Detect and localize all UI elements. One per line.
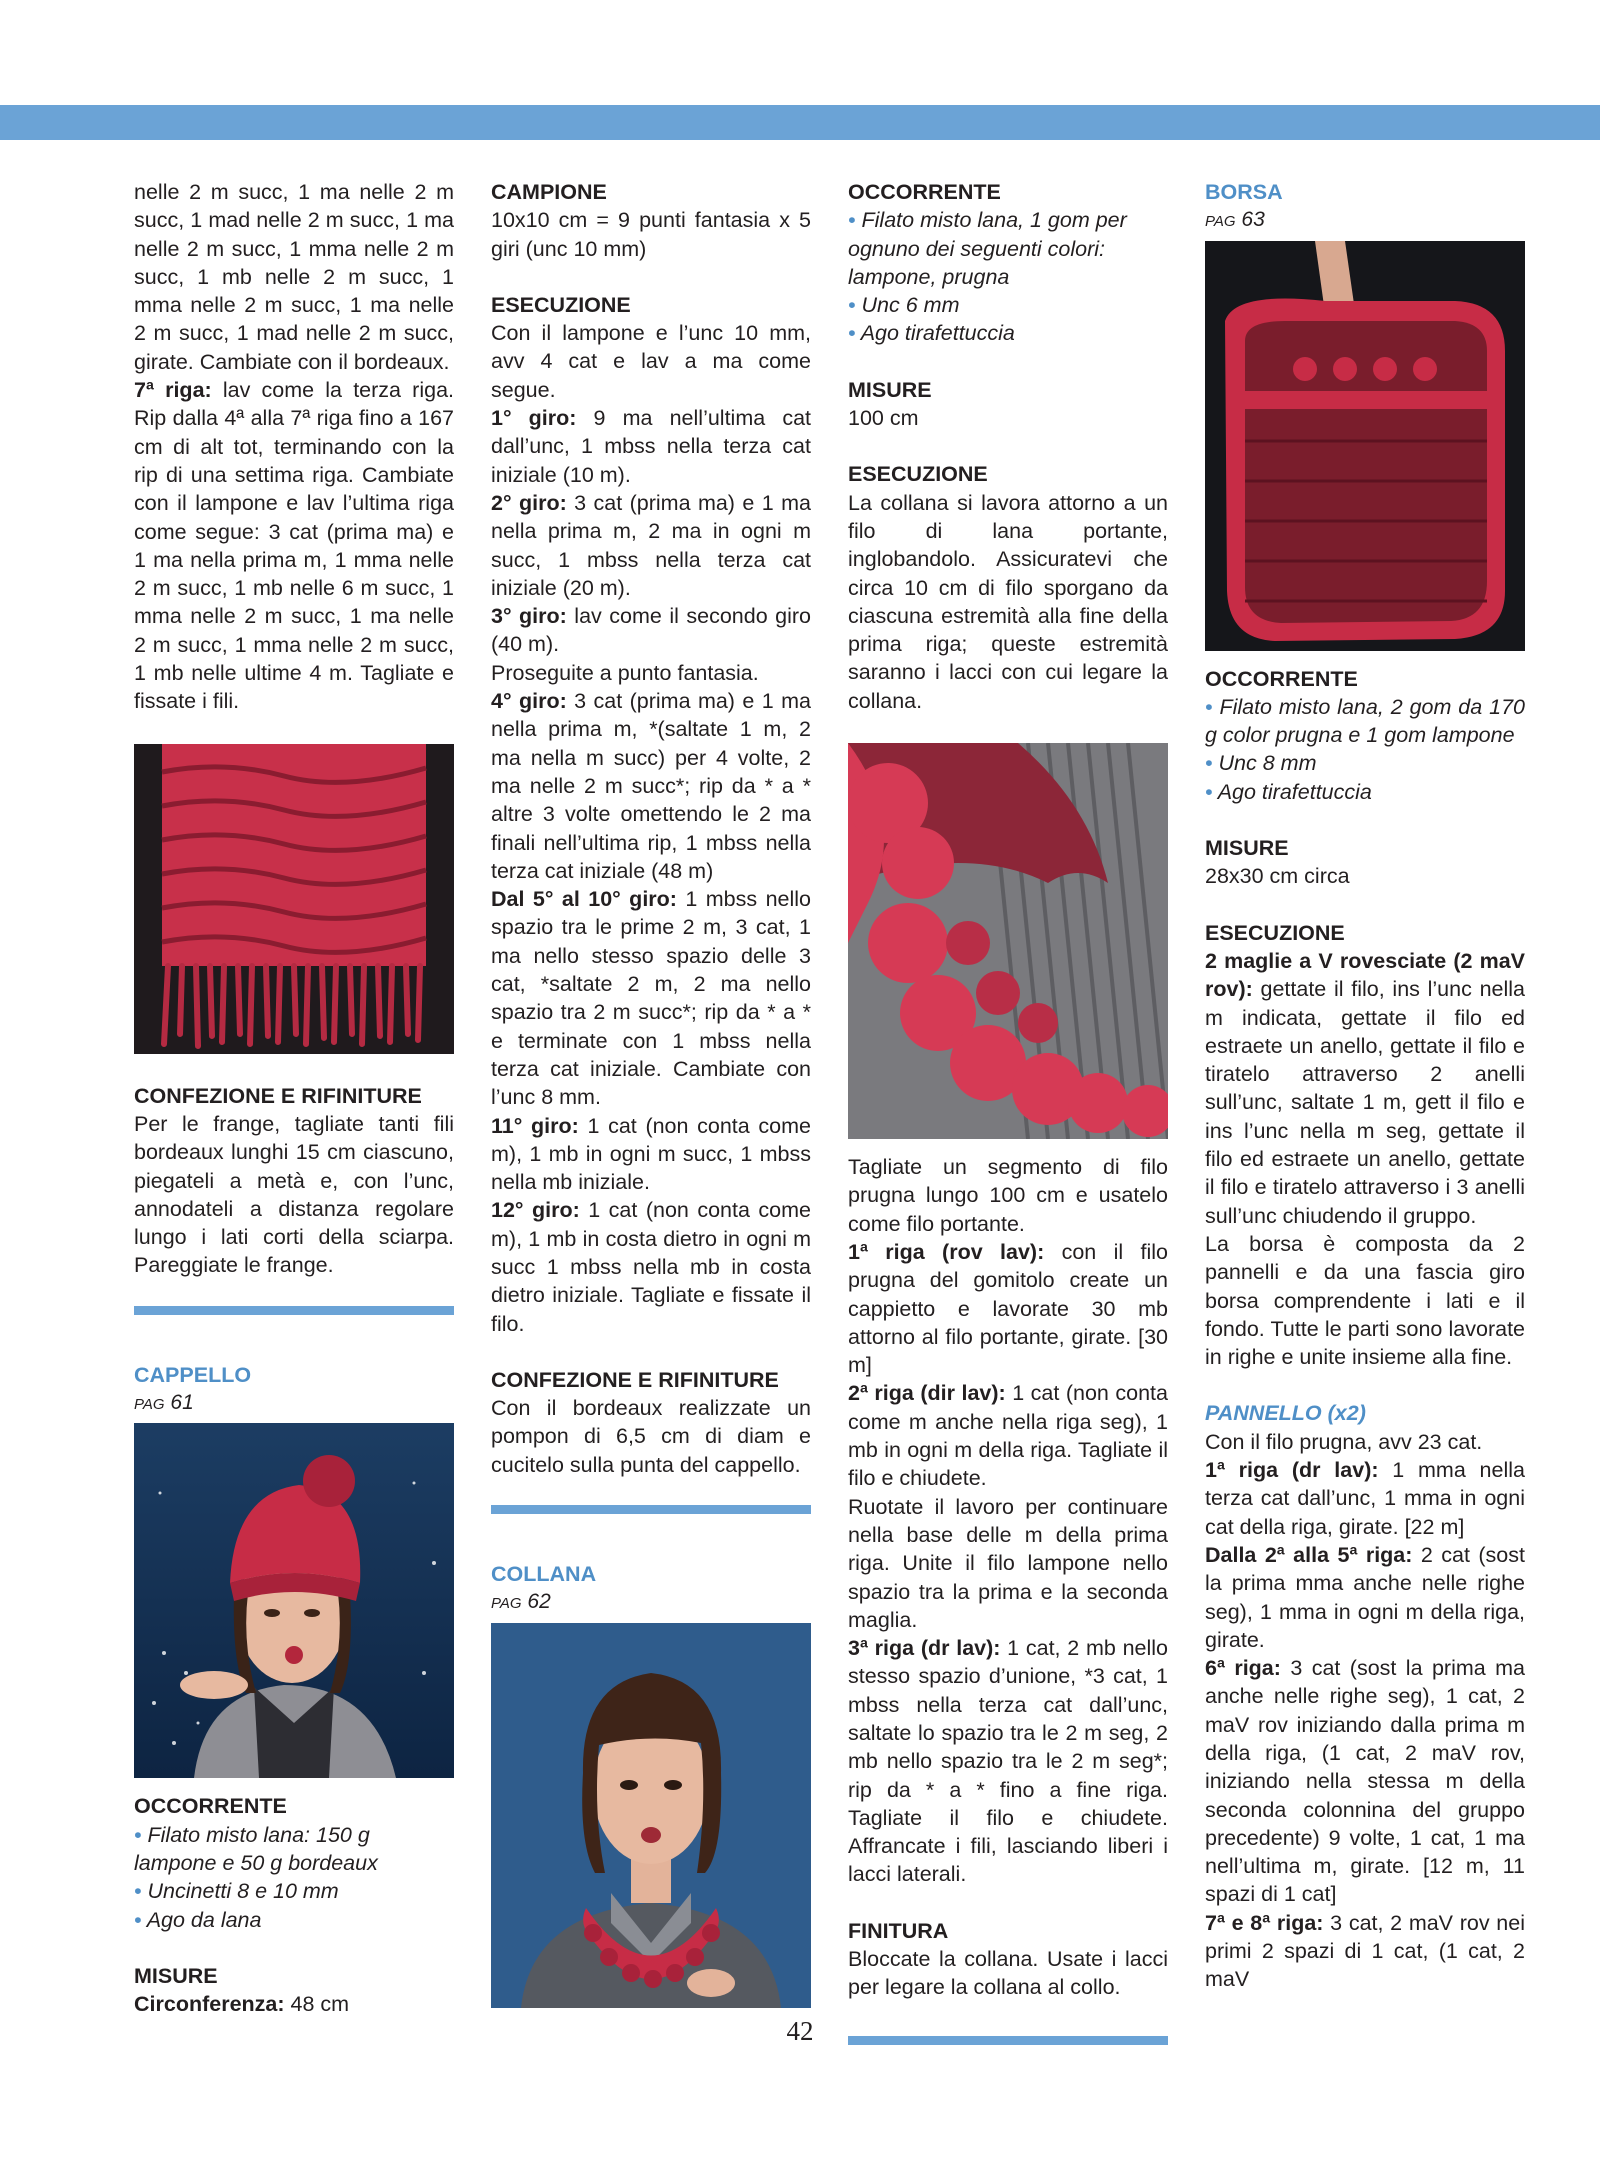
page-reference: PAG 62 (491, 1590, 551, 1614)
section-heading: ESECUZIONE (848, 462, 988, 487)
paragraph: Ruotate il lavoro per continuare nella base delle m della prima riga. Unite il filo lampone nello spazio tra la prima e la seconda maglia. (848, 1494, 1168, 1632)
paragraph: 7ª e 8ª riga: 3 cat, 2 maV rov nei primi 2 spazi di 1 cat, (1 cat, 2 maV (1205, 1910, 1525, 1992)
paragraph: Dalla 2ª alla 5ª riga: 2 cat (sost la prima mma anche nelle righe seg), 1 mma in ogni m della riga, girate. (1205, 1542, 1525, 1652)
list-item: • Unc 6 mm (848, 293, 960, 318)
paragraph: Con il filo prugna, avv 23 cat. (1205, 1429, 1483, 1454)
section-title-borsa: BORSA (1205, 180, 1283, 204)
list-item: • Filato misto lana, 2 gom da 170 g color prugna e 1 gom lampone (1205, 694, 1525, 748)
paragraph: 12° giro: 1 cat (non conta come m), 1 mb in costa dietro in ogni m succ 1 mbss nella mb in costa dietro iniziale. Tagliate e fissate il filo. (491, 1198, 811, 1336)
paragraph: 2ª riga (dir lav): 1 cat (non conta come m anche nella riga seg), 1 mb in ogni m della riga. Tagliate il filo e chiudete. (848, 1381, 1168, 1491)
page-number: 42 (786, 2016, 814, 2046)
paragraph: Con il bordeaux realizzate un pompon di 6,5 cm di diam e cucitelo sulla punta del cappello. (491, 1396, 811, 1477)
column-2 (491, 178, 811, 2008)
list-item: • Ago tirafettuccia (1205, 779, 1372, 804)
paragraph: Proseguite a punto fantasia. (491, 660, 759, 685)
row-text: lav come la terza riga. Rip dalla 4ª alla 7ª riga fino a 167 cm di alt tot, terminando con la rip di una settima riga. Cambiate con il lampone e lav l’ultima riga come segue: 3 cat (prima ma) e 1 ma nella prima m, 1 mma nelle 2 m succ, 1 mb nelle 6 m succ, 1 mma nelle 2 m succ, 1 ma nelle 2 m succ, 1 mma nelle 2 m succ, 1 mb nelle ultime 4 m. Tagliate e fissate i fili. (134, 378, 454, 714)
section-heading: ESECUZIONE (1205, 920, 1345, 945)
hat-photo (134, 1423, 454, 1778)
section-divider (134, 1306, 454, 1315)
paragraph: 3ª riga (dr lav): 1 cat, 2 mb nello stesso spazio d’unione, *3 cat, 1 mbss nella terza cat dall’unc, saltate lo spazio tra le 2 m seg, 2 mb nello spazio tra le 2 m seg*; rip da * a * fino a fine riga. Tagliate il filo e chiudete. Affrancate i fili, lasciando liberi i lacci laterali. (848, 1636, 1168, 1887)
subsection-title: PANNELLO (x2) (1205, 1401, 1366, 1426)
list-item: • Uncinetti 8 e 10 mm (134, 1879, 339, 1904)
paragraph: La borsa è composta da 2 pannelli e da una fascia giro borsa comprendente i lati e il fondo. Tutte le parti sono lavorate in righe e unite insieme alla fine. (1205, 1231, 1525, 1370)
paragraph: Per le frange, tagliate tanti fili bordeaux lunghi 15 cm ciascuno, piegateli a metà e, con l’unc, annodateli a distanza regolare lungo i lati corti della sciarpa. Pareggiate le frange. (134, 1111, 454, 1278)
paragraph: 4° giro: 3 cat (prima ma) e 1 ma nella prima m, *(saltate 1 m, 2 ma nella m succ) per 4 volte, 2 ma nelle 2 m succ*; rip da * a * altre 3 volte omettendo le 2 ma finali nell’ultima rip, 1 mbss nella terza cat iniziale (48 m) (491, 689, 811, 883)
paragraph: 1ª riga (rov lav): con il filo prugna del gomitolo create un cappietto e lavorate 30 mb attorno al filo portante, girate. [30 m] (848, 1239, 1168, 1378)
list-item: • Ago da lana (134, 1907, 262, 1932)
row-label: 7ª riga: (134, 378, 212, 403)
page-reference: PAG 63 (1205, 208, 1265, 232)
scarf-photo (134, 744, 454, 1054)
list-item: • Filato misto lana: 150 g lampone e 50 g bordeaux (134, 1822, 378, 1875)
paragraph: 3° giro: lav come il secondo giro (40 m). (491, 604, 811, 657)
necklace-photo (491, 1623, 811, 2008)
bag-photo (1205, 241, 1525, 651)
top-color-band (0, 105, 1600, 140)
paragraph: 1ª riga (dr lav): 1 mma nella terza cat dall’unc, 1 mma in ogni cat della riga, girate. [22 m] (1205, 1458, 1525, 1539)
paragraph: 10x10 cm = 9 punti fantasia x 5 giri (unc 10 mm) (491, 208, 811, 261)
paragraph: 28x30 cm circa (1205, 864, 1350, 889)
paragraph: 1° giro: 9 ma nell’ultima cat dall’unc, 1 mbss nella terza cat iniziale (10 m). (491, 406, 811, 487)
section-heading: MISURE (848, 377, 932, 402)
section-heading: OCCORRENTE (848, 180, 1001, 204)
page-reference: PAG 61 (134, 1391, 194, 1415)
section-heading: OCCORRENTE (1205, 666, 1358, 691)
section-divider (491, 1505, 811, 1514)
paragraph: 2 maglie a V rovesciate (2 maV rov): gettate il filo, ins l’unc nella m indicata, gettate il filo ed estraete un anello, gettate il filo e tiratelo attraverso 2 anelli sull’unc, saltate 1 m, gett il filo e ins l’unc nella m seg, gettate il filo ed estraete un anello, gettate il filo e tiratelo attraverso i 3 anelli sull’unc chiudendo il gruppo. (1205, 948, 1525, 1228)
section-title-cappello: CAPPELLO (134, 1362, 252, 1387)
paragraph: Con il lampone e l’unc 10 mm, avv 4 cat e lav a ma come segue. (491, 321, 811, 402)
paragraph: nelle 2 m succ, 1 ma nelle 2 m succ, 1 mad nelle 2 m succ, 1 ma nelle 2 m succ, 1 mma nelle 2 m succ, 1 mb nelle 2 m succ, 1 mma nelle 2 m succ, 1 ma nelle 2 m succ, 1 mad nelle 2 m succ, girate. Cambiate con il bordeaux. (134, 180, 454, 374)
section-heading: MISURE (1205, 836, 1289, 861)
section-heading: CONFEZIONE E RIFINITURE (134, 1083, 422, 1108)
column-4 (1205, 178, 1525, 1994)
paragraph: 11° giro: 1 cat (non conta come m), 1 mb in ogni m succ, 1 mbss nella mb iniziale. (491, 1113, 811, 1195)
paragraph: Dal 5° al 10° giro: 1 mbss nello spazio tra le prime 2 m, 3 cat, 1 ma nello stesso spazio delle 3 cat, *saltate 2 m, 2 ma nello spazio tra 2 m succ*; rip da * a * e terminate con 1 mbss nella terza cat iniziale. Cambiate con l’unc 8 mm. (491, 887, 811, 1110)
paragraph: 2° giro: 3 cat (prima ma) e 1 ma nella prima m, 2 ma in ogni m succ, 1 mbss nella terza cat iniziale (20 m). (491, 490, 811, 600)
section-heading: ESECUZIONE (491, 292, 631, 317)
section-heading: CAMPIONE (491, 180, 607, 204)
column-1 (134, 178, 454, 2018)
list-item: • Ago tirafettuccia (848, 321, 1015, 346)
section-heading: CONFEZIONE E RIFINITURE (491, 1367, 779, 1392)
paragraph: Tagliate un segmento di filo prugna lungo 100 cm e usatelo come filo portante. (848, 1155, 1168, 1236)
column-3 (848, 178, 1168, 2091)
section-heading: FINITURA (848, 1918, 949, 1943)
section-title-collana: COLLANA (491, 1562, 597, 1587)
paragraph: La collana si lavora attorno a un filo di lana portante, inglobandolo. Assicuratevi che circa 10 cm di filo sporgano da ciascuna estremità alla fine della prima riga; queste estremità saranno i lacci con cui legare la collana. (848, 490, 1168, 713)
section-heading: MISURE (134, 1963, 218, 1988)
paragraph-row-7 (134, 376, 454, 716)
section-heading: OCCORRENTE (134, 1794, 287, 1819)
list-item: • Filato misto lana, 1 gom per ognuno dei seguenti colori: lampone, prugna (848, 208, 1127, 289)
necklace-detail-photo (848, 743, 1168, 1139)
paragraph: 6ª riga: 3 cat (sost la prima ma anche nelle righe seg), 1 cat, 2 maV rov iniziando dalla prima m della riga, (1 cat, 2 maV rov, iniziando nella stessa m della seconda colonnina del gruppo precedente) 9 volte, 1 cat, 1 ma nell’ultima m, girate. [12 m, 11 spazi di 1 cat] (1205, 1656, 1525, 1907)
paragraph: 100 cm (848, 406, 919, 431)
paragraph: Bloccate la collana. Usate i lacci per legare la collana al collo. (848, 1947, 1168, 2000)
paragraph: Circonferenza: 48 cm (134, 1992, 350, 2017)
list-item: • Unc 8 mm (1205, 751, 1317, 776)
